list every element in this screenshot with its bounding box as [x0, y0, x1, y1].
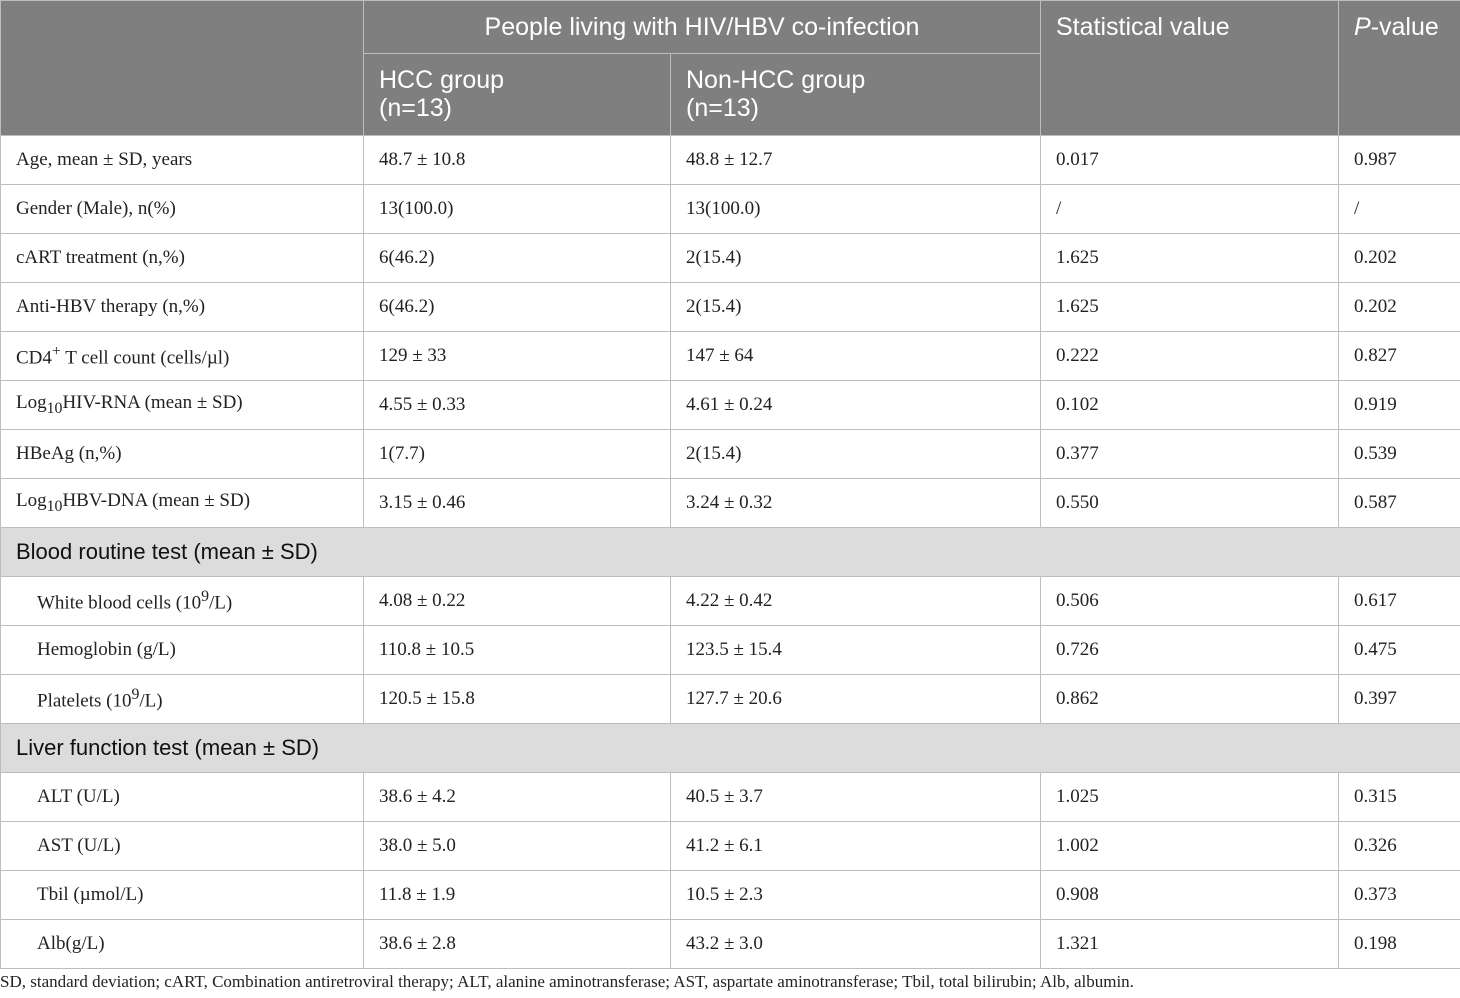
non-hcc-value: 4.22 ± 0.42	[671, 577, 1041, 626]
row-label: Anti-HBV therapy (n,%)	[1, 283, 364, 332]
non-hcc-value: 43.2 ± 3.0	[671, 920, 1041, 969]
row-label-text: CD4	[16, 347, 52, 369]
table-header	[1, 1, 1460, 136]
hcc-value: 13(100.0)	[364, 185, 671, 234]
p-value: 0.397	[1339, 675, 1460, 724]
p-value: /	[1339, 185, 1460, 234]
row-label	[1, 332, 364, 381]
section-title: Blood routine test (mean ± SD)	[1, 528, 1460, 577]
p-value: 0.617	[1339, 577, 1460, 626]
row-label-text: HIV-RNA (mean ± SD)	[62, 392, 243, 414]
row-label: Age, mean ± SD, years	[1, 136, 364, 185]
row-label: Alb(g/L)	[1, 920, 364, 969]
statistical-value: /	[1041, 185, 1339, 234]
non-hcc-value: 41.2 ± 6.1	[671, 822, 1041, 871]
statistical-value: 1.025	[1041, 773, 1339, 822]
non-hcc-value: 127.7 ± 20.6	[671, 675, 1041, 724]
hcc-group-header-line2: (n=13)	[379, 94, 452, 122]
table-body	[1, 136, 1460, 969]
non-hcc-group-header	[671, 54, 1041, 136]
table-row	[1, 479, 1460, 528]
table-row	[1, 920, 1460, 969]
row-label	[1, 479, 364, 528]
row-label	[1, 577, 364, 626]
row-label-text: Log	[16, 490, 47, 512]
statistical-value: 0.862	[1041, 675, 1339, 724]
hcc-value: 38.6 ± 2.8	[364, 920, 671, 969]
table-row	[1, 332, 1460, 381]
row-label	[1, 675, 364, 724]
table-row	[1, 430, 1460, 479]
hcc-value: 4.08 ± 0.22	[364, 577, 671, 626]
table-row	[1, 822, 1460, 871]
table-row	[1, 577, 1460, 626]
statistical-value: 0.506	[1041, 577, 1339, 626]
hcc-value: 6(46.2)	[364, 234, 671, 283]
row-label-text: T cell count (cells/µl)	[60, 347, 230, 369]
hcc-value: 3.15 ± 0.46	[364, 479, 671, 528]
statistical-value: 0.726	[1041, 626, 1339, 675]
p-value: 0.475	[1339, 626, 1460, 675]
row-label-superscript: 9	[201, 587, 210, 605]
row-label: Hemoglobin (g/L)	[1, 626, 364, 675]
row-label-text: Log	[16, 392, 47, 414]
table-row	[1, 381, 1460, 430]
hcc-value: 110.8 ± 10.5	[364, 626, 671, 675]
non-hcc-value: 13(100.0)	[671, 185, 1041, 234]
table-footnote: SD, standard deviation; cART, Combination antiretroviral therapy; ALT, alanine aminotransferase; AST, aspartate aminotransferase; Tbil, total bilirubin; Alb, albumin.	[0, 972, 1134, 991]
section-title: Liver function test (mean ± SD)	[1, 724, 1460, 773]
statistical-value: 1.002	[1041, 822, 1339, 871]
p-value: 0.827	[1339, 332, 1460, 381]
p-value-header-rest: -value	[1370, 13, 1439, 41]
statistical-value: 1.321	[1041, 920, 1339, 969]
hcc-group-header	[364, 54, 671, 136]
header-blank-cell	[1, 1, 364, 136]
p-value-header	[1339, 1, 1460, 136]
row-label-superscript: 9	[131, 685, 140, 703]
non-hcc-value: 2(15.4)	[671, 283, 1041, 332]
hcc-value: 4.55 ± 0.33	[364, 381, 671, 430]
p-value: 0.198	[1339, 920, 1460, 969]
row-label: cART treatment (n,%)	[1, 234, 364, 283]
table-row	[1, 283, 1460, 332]
row-label: HBeAg (n,%)	[1, 430, 364, 479]
row-label-text: Platelets (10	[37, 690, 132, 712]
p-value: 0.587	[1339, 479, 1460, 528]
p-value-header-italic: P	[1354, 13, 1371, 41]
non-hcc-group-header-line2: (n=13)	[686, 94, 759, 122]
statistical-value-header: Statistical value	[1041, 1, 1339, 136]
row-label-superscript: +	[51, 342, 61, 360]
hcc-value: 11.8 ± 1.9	[364, 871, 671, 920]
statistical-value: 0.017	[1041, 136, 1339, 185]
row-label-subscript: 10	[46, 399, 63, 417]
row-label: AST (U/L)	[1, 822, 364, 871]
non-hcc-value: 48.8 ± 12.7	[671, 136, 1041, 185]
group-header: People living with HIV/HBV co-infection	[364, 1, 1041, 54]
p-value: 0.987	[1339, 136, 1460, 185]
hcc-value: 129 ± 33	[364, 332, 671, 381]
hcc-value: 120.5 ± 15.8	[364, 675, 671, 724]
row-label-text: /L)	[209, 592, 233, 614]
statistical-value: 0.102	[1041, 381, 1339, 430]
non-hcc-value: 10.5 ± 2.3	[671, 871, 1041, 920]
p-value: 0.326	[1339, 822, 1460, 871]
row-label-text: White blood cells (10	[37, 592, 202, 614]
non-hcc-value: 3.24 ± 0.32	[671, 479, 1041, 528]
hcc-value: 48.7 ± 10.8	[364, 136, 671, 185]
non-hcc-value: 4.61 ± 0.24	[671, 381, 1041, 430]
table-row	[1, 185, 1460, 234]
row-label: Tbil (µmol/L)	[1, 871, 364, 920]
statistical-value: 1.625	[1041, 234, 1339, 283]
section-header-liver-function	[1, 724, 1460, 773]
row-label	[1, 381, 364, 430]
hcc-value: 1(7.7)	[364, 430, 671, 479]
row-label-text: HBV-DNA (mean ± SD)	[62, 490, 251, 512]
table-row	[1, 136, 1460, 185]
p-value: 0.315	[1339, 773, 1460, 822]
table-row	[1, 626, 1460, 675]
statistical-value: 0.908	[1041, 871, 1339, 920]
p-value: 0.202	[1339, 234, 1460, 283]
statistical-value: 0.377	[1041, 430, 1339, 479]
non-hcc-value: 123.5 ± 15.4	[671, 626, 1041, 675]
non-hcc-value: 2(15.4)	[671, 430, 1041, 479]
hcc-value: 6(46.2)	[364, 283, 671, 332]
hcc-group-header-line1: HCC group	[379, 66, 505, 94]
statistical-value: 0.222	[1041, 332, 1339, 381]
row-label-text: /L)	[139, 690, 163, 712]
statistical-value: 1.625	[1041, 283, 1339, 332]
hcc-value: 38.6 ± 4.2	[364, 773, 671, 822]
non-hcc-group-header-line1: Non-HCC group	[686, 66, 866, 94]
table-row	[1, 773, 1460, 822]
non-hcc-value: 147 ± 64	[671, 332, 1041, 381]
p-value: 0.202	[1339, 283, 1460, 332]
hcc-value: 38.0 ± 5.0	[364, 822, 671, 871]
row-label: ALT (U/L)	[1, 773, 364, 822]
statistical-value: 0.550	[1041, 479, 1339, 528]
table-row	[1, 871, 1460, 920]
row-label: Gender (Male), n(%)	[1, 185, 364, 234]
non-hcc-value: 40.5 ± 3.7	[671, 773, 1041, 822]
section-header-blood-routine	[1, 528, 1460, 577]
p-value: 0.919	[1339, 381, 1460, 430]
p-value: 0.373	[1339, 871, 1460, 920]
p-value: 0.539	[1339, 430, 1460, 479]
row-label-subscript: 10	[46, 497, 63, 515]
non-hcc-value: 2(15.4)	[671, 234, 1041, 283]
table-row	[1, 234, 1460, 283]
table-row	[1, 675, 1460, 724]
